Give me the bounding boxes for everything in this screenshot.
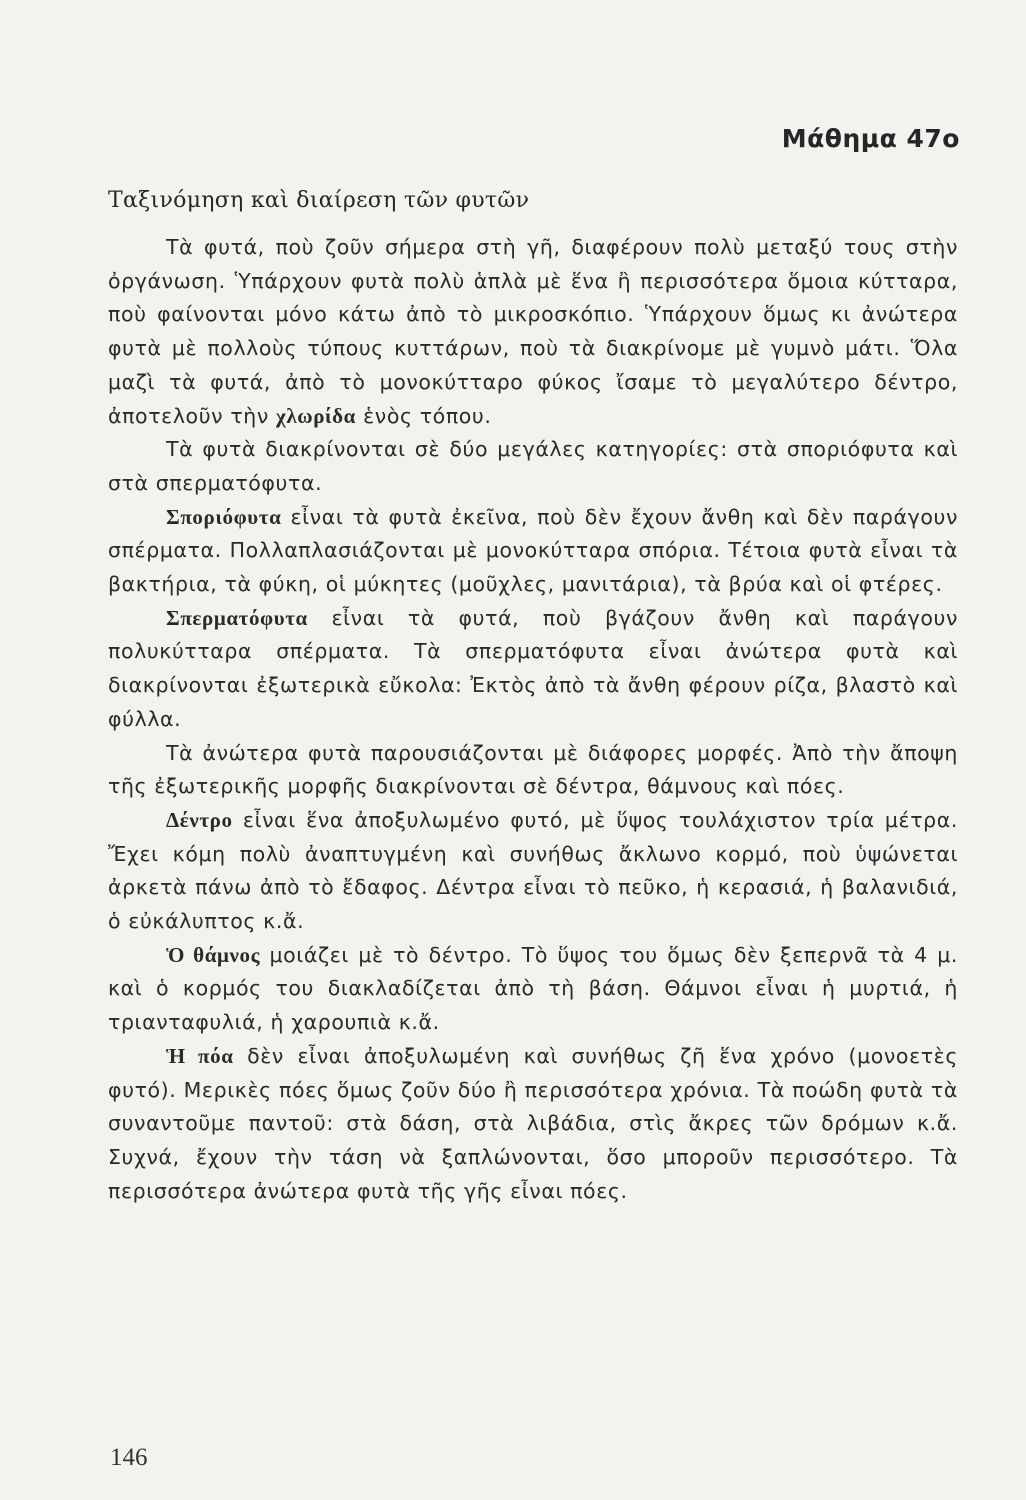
paragraph-sporophyta [108, 501, 958, 602]
paragraph-text: δὲν εἶναι ἀποξυλωμένη καὶ συνήθως ζῆ ἕνα χρόνο (μονοετὲς φυτό). Μερικὲς πόες ὅμως ζοῦν δύο ἢ περισσότερα χρόνια. Τὰ ποώδη φυτὰ τὰ συναντοῦμε παντοῦ: στὰ δάση, στὰ λιβάδια, στὶς ἄκρες τῶν δρόμων κ.ἄ. Συχνά, ἔχουν τὴν τάση νὰ ξαπλώνονται, ὅσο μποροῦν περισσότερο. Τὰ περισσότερα ἀνώτερα φυτὰ τῆς γῆς εἶναι πόες. [108, 1043, 958, 1203]
paragraph-shrub [108, 939, 958, 1040]
paragraph-intro [108, 231, 958, 433]
paragraph-text: εἶναι ἕνα ἀποξυλωμένο φυτό, μὲ ὕψος τουλάχιστον τρία μέτρα. Ἔχει κόμη πολὺ ἀναπτυγμένη καὶ συνήθως ἄκλωνο κορμό, ποὺ ὑψώνεται ἀρκετὰ πάνω ἀπὸ τὸ ἔδαφος. Δέντρα εἶναι τὸ πεῦκο, ἡ κερασιά, ἡ βαλανιδιά, ὁ εὐκάλυπτος κ.ἄ. [108, 807, 959, 934]
paragraph-tree [108, 804, 958, 939]
lesson-heading: Μάθημα 47ο [781, 124, 960, 153]
paragraph-text: ἑνὸς τόπου. [363, 403, 492, 428]
paragraph-text: εἶναι τὰ φυτὰ ἐκεῖνα, ποὺ δὲν ἔχουν ἄνθη καὶ δὲν παράγουν σπέρματα. Πολλαπλασιάζονται μὲ μονοκύτταρα σπόρια. Τέτοια φυτὰ εἶναι τὰ βακτήρια, τὰ φύκη, οἱ μύκητες (μοῦχλες, μανιτάρια), τὰ βρύα καὶ οἱ φτέρες. [108, 504, 958, 597]
paragraph-text: μοιάζει μὲ τὸ δέντρο. Τὸ ὕψος του ὅμως δὲν ξεπερνᾶ τὰ 4 μ. καὶ ὁ κορμός του διακλαδίζεται ἀπὸ τὴ βάση. Θάμνοι εἶναι ἡ μυρτιά, ἡ τριανταφυλιά, ἡ χαρουπιὰ κ.ἄ. [108, 942, 958, 1035]
term-spermatophyta: Σπερματόφυτα [166, 605, 308, 630]
paragraph-text: εἶναι τὰ φυτά, ποὺ βγάζουν ἄνθη καὶ παράγουν πολυκύτταρα σπέρματα. Τὰ σπερματόφυτα εἶναι ἀνώτερα φυτὰ καὶ διακρίνονται ἐξωτερικὰ εὔκολα: Ἐκτὸς ἀπὸ τὰ ἄνθη φέρουν ρίζα, βλαστὸ καὶ φύλλα. [108, 605, 958, 731]
term-tree: Δέντρο [166, 807, 233, 832]
term-sporophyta: Σποριόφυτα [166, 504, 282, 529]
paragraph-text: Τὰ ἀνώτερα φυτὰ παρουσιάζονται μὲ διάφορες μορφές. Ἀπὸ τὴν ἄποψη τῆς ἐξωτερικῆς μορφῆς διακρίνονται σὲ δέντρα, θάμνους καὶ πόες. [108, 740, 958, 799]
page-number: 146 [110, 1444, 148, 1471]
paragraph-text: Τὰ φυτὰ διακρίνονται σὲ δύο μεγάλες κατηγορίες: στὰ σποριόφυτα καὶ στὰ σπερματόφυτα. [108, 437, 958, 495]
paragraph-herb [108, 1040, 958, 1209]
term-chlorida: χλωρίδα [276, 403, 356, 428]
body-text [108, 231, 958, 1208]
paragraph-forms [108, 737, 958, 804]
term-herb: Ἡ πόα [166, 1043, 234, 1068]
section-title: Ταξινόμηση καὶ διαίρεση τῶν φυτῶν [108, 188, 530, 213]
paragraph-spermatophyta [108, 602, 958, 737]
term-shrub: Ὁ θάμνος [166, 942, 261, 967]
paragraph-categories [108, 433, 958, 500]
paragraph-text: Τὰ φυτά, ποὺ ζοῦν σήμερα στὴ γῆ, διαφέρουν πολὺ μεταξύ τους στὴν ὀργάνωση. Ὑπάρχουν φυτὰ πολὺ ἁπλὰ μὲ ἕνα ἢ περισσότερα ὅμοια κύτταρα, ποὺ φαίνονται μόνο κάτω ἀπὸ τὸ μικροσκόπιο. Ὑπάρχουν ὅμως κι ἀνώτερα φυτὰ μὲ πολλοὺς τύπους κυττάρων, ποὺ τὰ διακρίνομε μὲ γυμνὸ μάτι. Ὅλα μαζὶ τὰ φυτά, ἀπὸ τὸ μονοκύτταρο φύκος ἴσαμε τὸ μεγαλύτερο δέντρο, ἀποτελοῦν τὴν [108, 235, 958, 428]
